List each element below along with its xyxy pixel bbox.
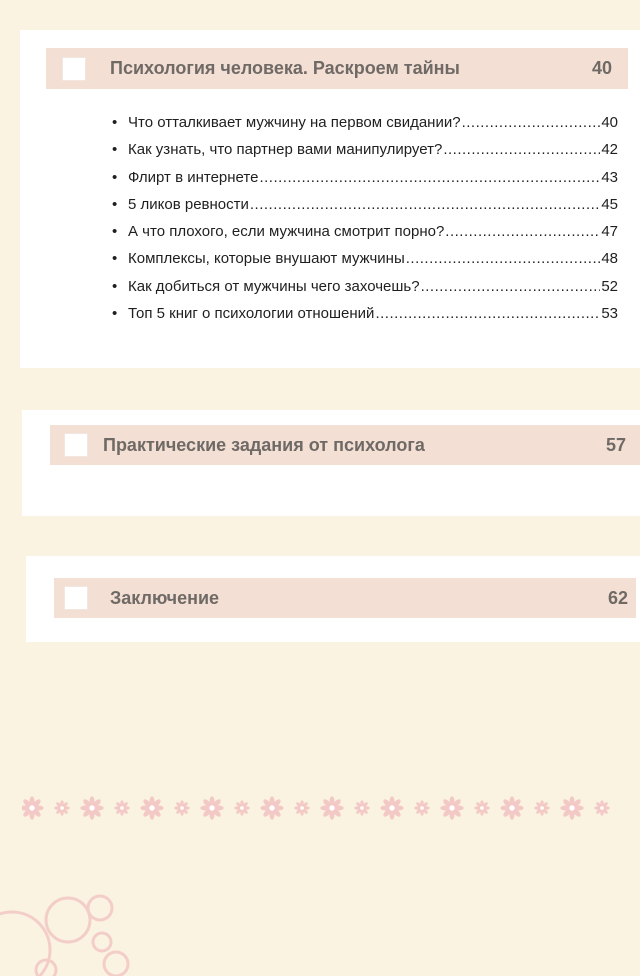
checkbox-icon [62, 57, 86, 81]
toc-item: • Как узнать, что партнер вами манипулирует? ..... 42 [112, 141, 618, 168]
flower-border-ornament [22, 786, 612, 830]
toc-item: • А что плохого, если мужчина смотрит порно? ..... 47 [112, 223, 618, 250]
section-title: Заключение [110, 587, 220, 608]
section-header-1 [46, 48, 628, 89]
toc-item: • Как добиться от мужчины чего захочешь? ..... 52 [112, 278, 618, 305]
section-page-number: 62 [607, 587, 628, 608]
checkbox-icon [64, 433, 88, 457]
section-header-3 [54, 578, 636, 618]
checkbox-icon [64, 586, 88, 610]
section-page-number: 40 [591, 58, 612, 78]
toc-list [112, 114, 618, 332]
section-title: Практические задания от психолога [103, 434, 425, 455]
toc-item: • Топ 5 книг о психологии отношений ..... 53 [112, 305, 618, 332]
toc-item: • Что отталкивает мужчину на первом свидании? ..... 40 [112, 114, 618, 141]
section-page-number: 57 [605, 434, 626, 455]
circles-ornament [0, 880, 150, 976]
toc-item: • Комплексы, которые внушают мужчины ..... 48 [112, 250, 618, 277]
section-title: Психология человека. Раскроем тайны [110, 58, 460, 78]
toc-item: • 5 ликов ревности ..... 45 [112, 196, 618, 223]
toc-item: • Флирт в интернете ..... 43 [112, 169, 618, 196]
section-header-2 [50, 425, 640, 465]
